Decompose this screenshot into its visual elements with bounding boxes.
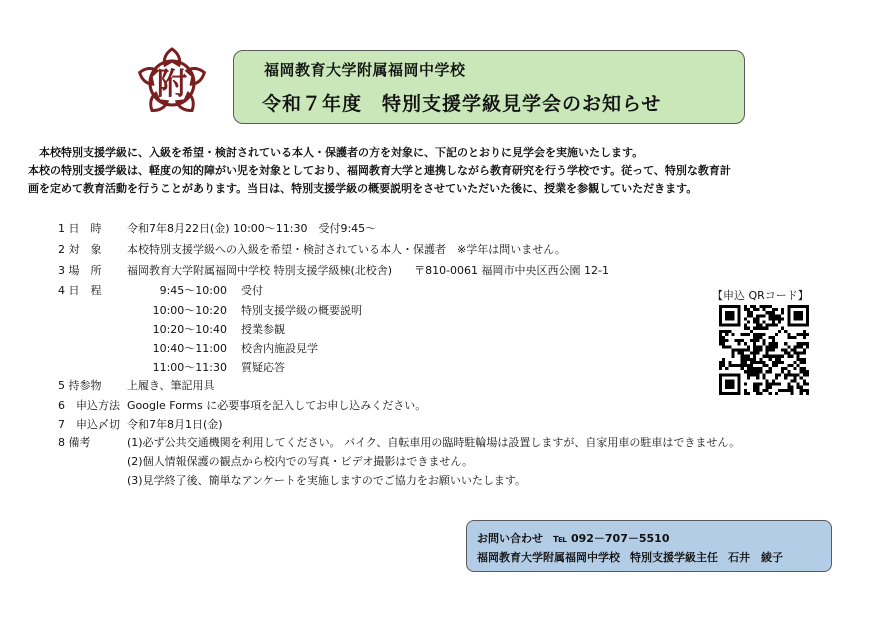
detail-label: 1 日 時 (58, 222, 102, 235)
schedule-activity: 質疑応答 (241, 361, 285, 374)
qr-label: 【申込 QRコード】 (712, 289, 809, 302)
detail-value: 令和7年8月1日(金) (127, 418, 223, 431)
detail-label: 4 日 程 (58, 284, 102, 297)
schedule-activity: 校舎内施設見学 (241, 342, 318, 355)
contact-role: 特別支援学級主任 (630, 551, 718, 564)
intro-line: 本校の特別支援学級は、軽度の知的障がい児を対象としており、福岡教育大学と連携しながら教育研究を行う学校です。従って、特別な教育計 (28, 164, 731, 177)
intro-line: 本校特別支援学級に、入級を希望・検討されている本人・保護者の方を対象に、下記のとおりに見学会を実施いたします。 (28, 146, 644, 159)
contact-tel: 092－707－5510 (570, 532, 670, 545)
contact-label: お問い合わせ (477, 532, 543, 545)
detail-label: 8 備考 (58, 436, 91, 449)
title-banner (233, 50, 745, 124)
intro-line: 画を定めて教育活動を行うことがあります。当日は、特別支援学級の概要説明をさせていただいた後に、授業を参観していただきます。 (28, 182, 698, 195)
contact-box (466, 520, 832, 572)
sakura-emblem-icon (132, 44, 212, 120)
detail-value: (1)必ず公共交通機関を利用してください。 バイク、自転車用の臨時駐輪場は設置しますが、自家用車の駐車はできません。 (127, 436, 741, 449)
schedule-activity: 授業参観 (241, 323, 285, 336)
contact-person-line (477, 549, 783, 565)
detail-value: Google Forms に必要事項を記入してお申し込みください。 (127, 399, 427, 412)
detail-value: 福岡教育大学附属福岡中学校 特別支援学級棟(北校舎) 〒810-0061 福岡市中央区西公園 12-1 (127, 264, 609, 277)
detail-label: 2 対 象 (58, 243, 102, 256)
detail-label: 7 申込〆切 (58, 418, 120, 431)
schedule-time: 10:20～10:40 (152, 323, 227, 336)
contact-phone-line (477, 530, 669, 546)
detail-label: 6 申込方法 (58, 399, 120, 412)
schedule-activity: 受付 (241, 284, 263, 297)
schedule-activity: 特別支援学級の概要説明 (241, 304, 362, 317)
note-text: (3)見学終了後、簡単なアンケートを実施しますのでご協力をお願いいたします。 (127, 474, 527, 487)
detail-label: 5 持参物 (58, 379, 102, 392)
qr-code-icon (719, 305, 809, 395)
svg-text:附: 附 (157, 67, 187, 102)
contact-person: 石井 綾子 (728, 551, 783, 564)
contact-school: 福岡教育大学附属福岡中学校 (477, 551, 620, 564)
school-name: 福岡教育大学附属福岡中学校 (264, 61, 466, 79)
qr-code[interactable] (719, 305, 809, 395)
schedule-time: 11:00～11:30 (152, 361, 227, 374)
schedule-time: 9:45～10:00 (159, 284, 227, 297)
intro-paragraph (28, 144, 868, 198)
school-emblem (132, 44, 212, 120)
detail-value: 令和7年8月22日(金) 10:00～11:30 受付9:45～ (127, 222, 377, 235)
schedule-time: 10:40～11:00 (152, 342, 227, 355)
detail-value: 上履き、筆記用具 (127, 379, 215, 392)
detail-value: 本校特別支援学級への入級を希望・検討されている本人・保護者 ※学年は問いません。 (127, 243, 566, 256)
schedule-time: 10:00～10:20 (152, 304, 227, 317)
detail-label: 3 場 所 (58, 264, 102, 277)
event-title: 令和７年度 特別支援学級見学会のお知らせ (262, 93, 662, 115)
note-text: (2)個人情報保護の観点から校内での写真・ビデオ撮影はできません。 (127, 455, 474, 468)
phone-icon: ℡ (553, 532, 568, 545)
